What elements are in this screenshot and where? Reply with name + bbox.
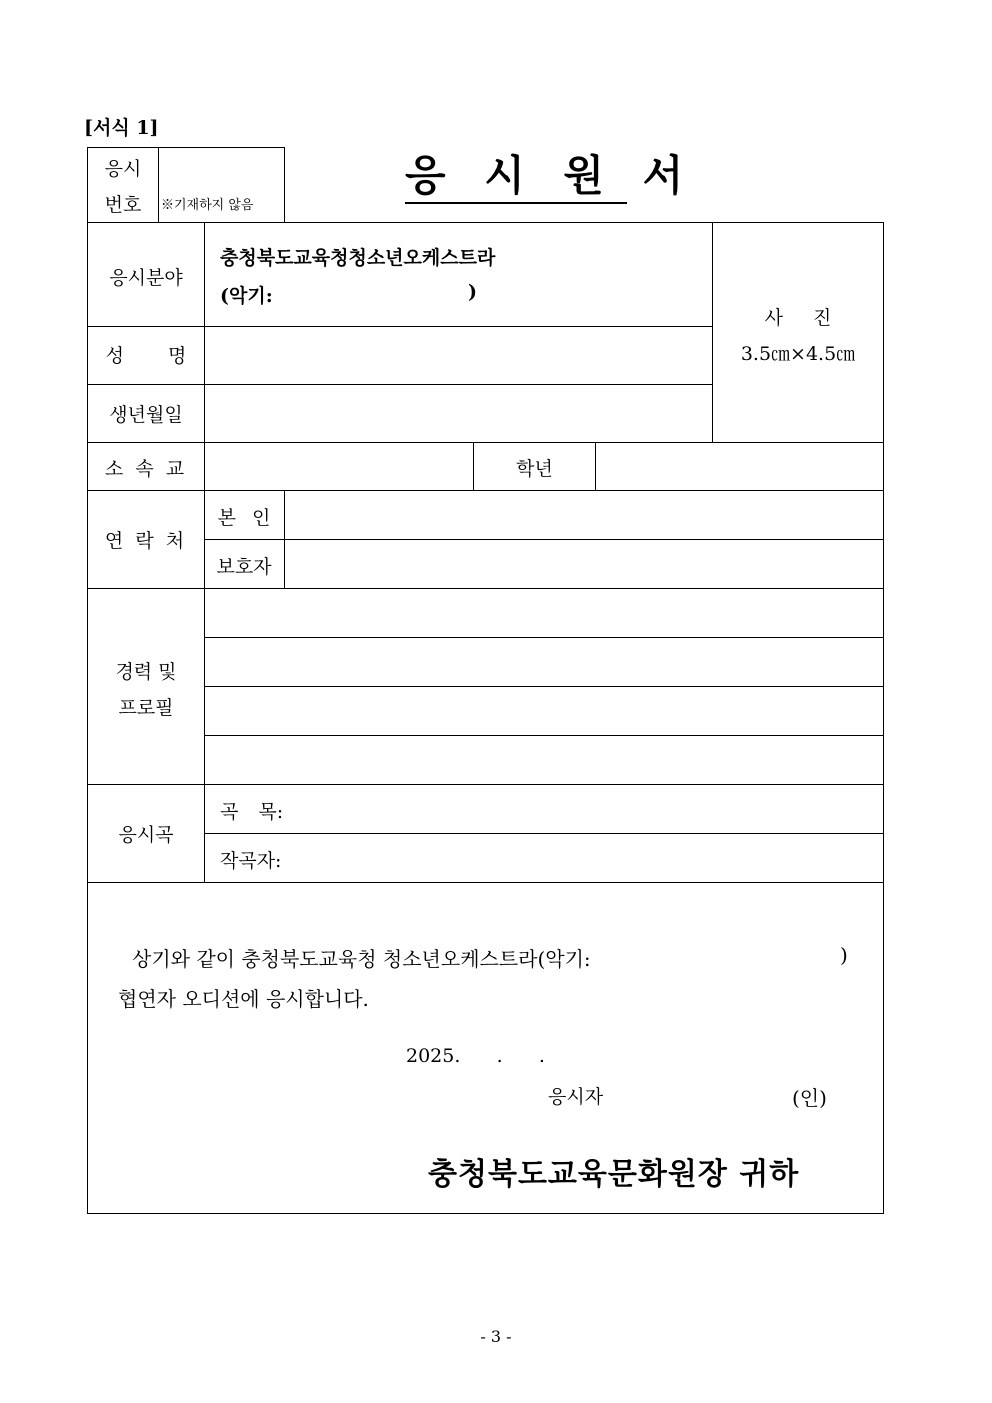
signature-area[interactable]: [628, 1075, 788, 1107]
applicant-label: 응시자: [548, 1086, 604, 1108]
piece-title-label: 곡 목:: [220, 801, 284, 823]
school-input[interactable]: [205, 443, 473, 490]
career-label-line2: 프로필: [118, 697, 174, 719]
piece-label: 응시곡: [118, 824, 174, 846]
photo-label: 사 진: [764, 307, 832, 329]
exam-number-label-bottom: 번호: [104, 194, 142, 216]
page-number: - 3 -: [480, 1327, 512, 1346]
contact-guardian-input[interactable]: [285, 540, 883, 588]
statement-line2: 협연자 오디션에 응시합니다.: [118, 987, 369, 1011]
birth-label: 생년월일: [109, 404, 183, 426]
field-instrument-open: (악기:: [220, 285, 273, 307]
grade-label: 학년: [516, 458, 553, 480]
contact-guardian-label: 보호자: [216, 556, 272, 578]
field-instrument-close: ): [468, 281, 477, 303]
photo-size: 3.5㎝×4.5㎝: [740, 343, 856, 365]
field-label: 응시분야: [109, 267, 183, 289]
addressee: 충청북도교육문화원장 귀하: [428, 1157, 800, 1192]
statement-line1: 상기와 같이 충청북도교육청 청소년오케스트라(악기:: [132, 947, 591, 971]
exam-number-label-top: 응시: [104, 158, 142, 180]
piece-composer-label: 작곡자:: [220, 850, 282, 872]
exam-number-note: ※기재하지 않음: [161, 198, 254, 213]
contact-self-label: 본 인: [217, 507, 271, 529]
contact-label: 연 락 처: [104, 530, 188, 552]
form-number: [서식 1]: [84, 117, 159, 139]
application-date: 2025. . .: [406, 1045, 545, 1067]
career-input[interactable]: [205, 589, 883, 784]
seal-label: (인): [792, 1086, 827, 1110]
name-input[interactable]: [205, 327, 712, 384]
piece-composer-input[interactable]: [293, 834, 883, 882]
statement-line1-close: ): [840, 943, 848, 967]
birth-input[interactable]: [205, 385, 712, 442]
field-instrument-input[interactable]: [283, 281, 463, 307]
piece-title-input[interactable]: [293, 785, 883, 833]
career-label-line1: 경력 및: [115, 661, 177, 683]
exam-number-box: [87, 147, 285, 223]
grade-input[interactable]: [596, 443, 883, 490]
contact-self-input[interactable]: [285, 491, 883, 539]
page-title: 응 시 원 서: [405, 150, 627, 204]
name-label: 성 명: [105, 345, 187, 367]
school-label: 소 속 교: [104, 458, 188, 480]
photo-area[interactable]: [713, 223, 883, 442]
field-orchestra: 충청북도교육청청소년오케스트라: [220, 247, 496, 269]
application-form-table: [87, 222, 884, 1214]
